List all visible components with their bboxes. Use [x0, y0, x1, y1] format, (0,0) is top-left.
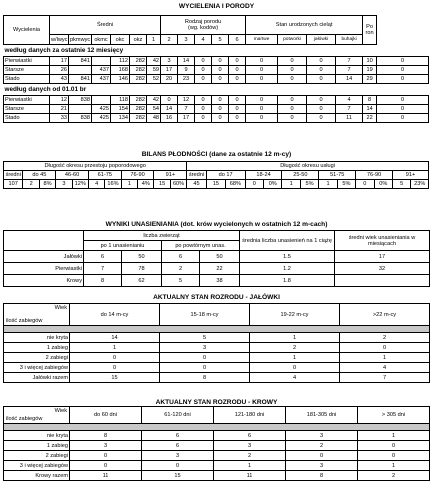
table-cell: 4%	[138, 180, 154, 189]
table-cell: 1	[358, 461, 430, 471]
table-cell: 0	[160, 363, 250, 373]
table-cell: 15	[142, 471, 214, 481]
table-cell: 0	[278, 96, 307, 105]
table-cell: 146	[111, 75, 130, 84]
table-row	[4, 180, 429, 189]
table-cell: 17	[50, 57, 69, 66]
table-cell: 282	[130, 66, 147, 75]
table-cell: 0	[356, 180, 374, 189]
table-cell: 17	[161, 66, 178, 75]
table-row	[4, 343, 430, 353]
table-cell: 107	[4, 180, 23, 189]
table-cell: 2	[162, 263, 200, 275]
table-cell: 2	[286, 441, 358, 451]
table-cell: 3	[160, 343, 250, 353]
table-cell: 16	[161, 114, 178, 123]
table-cell: 7	[336, 66, 363, 75]
column-header: 19-22 m-cy	[250, 304, 340, 326]
section-from-january: według danych od 01.01 br	[4, 84, 377, 96]
table-cell: 1	[70, 343, 160, 353]
column-header: > 305 dni	[358, 407, 430, 424]
row-label: Jałówki	[4, 251, 84, 263]
table-cell: 0	[377, 75, 429, 84]
table-cell: 4	[88, 180, 104, 189]
table-row	[4, 441, 430, 451]
row-label: Pierwiastki	[4, 96, 50, 105]
wycielenia-table	[3, 15, 429, 123]
table-cell: 0	[195, 57, 212, 66]
table-cell: 5%	[300, 180, 318, 189]
column-header: martwe	[246, 35, 278, 45]
table-row	[4, 251, 430, 263]
row-label: 3 i więcej zabiegów	[4, 461, 70, 471]
krowy-title: AKTUALNY STAN ROZRODU - KROWY	[155, 399, 278, 406]
table-cell: 838	[69, 96, 92, 105]
table-cell: 21	[50, 105, 69, 114]
table-cell: 2	[250, 343, 340, 353]
table-cell: 282	[130, 75, 147, 84]
jalowki-table	[3, 303, 430, 383]
header-poron: Po ron	[363, 16, 377, 45]
row-label: 3 i więcej zabiegów	[4, 363, 70, 373]
table-cell: 7	[336, 57, 363, 66]
table-cell: 15	[206, 180, 225, 189]
table-cell: 2	[214, 451, 286, 461]
table-cell: 1.5	[240, 251, 335, 263]
table-cell: 0	[212, 105, 229, 114]
table-cell: 33	[50, 114, 69, 123]
table-cell: 118	[111, 96, 130, 105]
jalowki-title: AKTUALNY STAN ROZRODU - JAŁÓWKI	[153, 294, 280, 301]
table-cell: 78	[122, 263, 162, 275]
table-cell: 4	[336, 96, 363, 105]
table-cell: 29	[363, 75, 377, 84]
table-cell: 0	[229, 105, 246, 114]
column-header: 6	[229, 35, 246, 45]
table-cell: 0	[195, 96, 212, 105]
table-cell: 0	[250, 363, 340, 373]
table-row	[4, 96, 429, 105]
table-cell: 0	[212, 114, 229, 123]
table-cell: 8	[363, 96, 377, 105]
column-header: jałówki	[307, 35, 336, 45]
row-label: Starsze	[4, 66, 50, 75]
row-label: nie kryta	[4, 431, 70, 441]
table-cell: 0%	[374, 180, 392, 189]
table-cell: 0	[307, 75, 336, 84]
table-cell: 134	[111, 114, 130, 123]
header-srednia-liczba: średnia liczba unasienień na 1 ciążę	[240, 231, 335, 251]
table-cell: 0	[246, 114, 278, 123]
table-cell: 0	[142, 461, 214, 471]
table-cell: 0	[278, 114, 307, 123]
table-cell: 0	[195, 114, 212, 123]
table-row	[4, 75, 429, 84]
column-header: 1	[147, 35, 161, 45]
table-cell	[69, 105, 92, 114]
table-cell: 0	[340, 343, 430, 353]
column-header: 121-180 dni	[214, 407, 286, 424]
table-cell: 3	[286, 461, 358, 471]
table-row	[4, 373, 430, 383]
unasienianie-table	[3, 230, 430, 287]
table-cell: 0	[161, 96, 178, 105]
column-header: 18-24	[245, 171, 282, 180]
table-cell: 43	[50, 75, 69, 84]
column-header: 5	[212, 35, 229, 45]
table-cell: 0	[358, 441, 430, 451]
table-cell: 0	[278, 57, 307, 66]
wycielenia-title: WYCIELENIA I PORODY	[178, 3, 255, 10]
table-cell: 0	[377, 105, 429, 114]
table-cell: 12%	[72, 180, 88, 189]
table-row	[4, 275, 430, 287]
table-cell: 26	[50, 66, 69, 75]
column-header: 181-305 dni	[286, 407, 358, 424]
column-header: średni	[187, 171, 206, 180]
column-header: potworki	[278, 35, 307, 45]
row-label: Stado	[4, 75, 50, 84]
row-label: nie kryta	[4, 333, 70, 343]
table-row	[4, 461, 430, 471]
table-cell: 12	[50, 96, 69, 105]
table-cell: 15	[70, 373, 160, 383]
table-cell: 7	[178, 105, 195, 114]
table-cell: 50	[122, 251, 162, 263]
table-cell: 62	[122, 275, 162, 287]
table-cell: 38	[200, 275, 240, 287]
table-cell: 112	[111, 57, 130, 66]
table-cell: 841	[69, 57, 92, 66]
table-cell: 282	[130, 57, 147, 66]
column-header: 25-50	[282, 171, 319, 180]
table-cell: 52	[147, 75, 161, 84]
table-row	[4, 333, 430, 343]
column-header: do 45	[23, 171, 56, 180]
table-cell: 0	[246, 75, 278, 84]
column-header: 46-60	[56, 171, 89, 180]
table-cell: 0	[278, 66, 307, 75]
table-cell: 425	[92, 105, 111, 114]
column-header: okz	[130, 35, 147, 45]
table-cell: 0	[229, 96, 246, 105]
column-header: okmc	[92, 35, 111, 45]
column-header: średni	[4, 171, 23, 180]
table-row	[4, 105, 429, 114]
table-cell: 17	[335, 251, 430, 263]
table-cell: 12	[178, 96, 195, 105]
column-header: pkmwyc	[70, 36, 91, 43]
table-cell: 0	[160, 353, 250, 363]
table-cell: 1	[358, 431, 430, 441]
header-przestoj: Długość okresu przestoju poporodowego	[4, 162, 187, 171]
table-cell: 0	[358, 451, 430, 461]
column-header: w/lwyc	[51, 36, 68, 43]
table-cell: 437	[92, 66, 111, 75]
table-cell: 0%	[264, 180, 282, 189]
table-cell: 14	[363, 105, 377, 114]
column-header: do 60 dni	[70, 407, 142, 424]
table-cell: 14	[336, 75, 363, 84]
table-cell: 1.8	[240, 275, 335, 287]
table-cell: 15	[154, 180, 170, 189]
table-cell: 3	[56, 180, 72, 189]
table-cell: 5	[162, 275, 200, 287]
table-cell: 8	[286, 471, 358, 481]
subheader-row	[4, 171, 429, 180]
header-po-1: po 1 unasienianiu	[84, 241, 162, 251]
table-cell: 5	[160, 333, 250, 343]
row-label: Pierwiastki	[4, 57, 50, 66]
table-cell: 0	[278, 75, 307, 84]
table-cell: 5%	[337, 180, 355, 189]
header-liczba: liczba zwierząt	[84, 231, 240, 241]
table-cell: 3	[214, 441, 286, 451]
table-cell: 0	[246, 57, 278, 66]
table-cell: 0	[212, 75, 229, 84]
table-cell: 3	[70, 441, 142, 451]
column-header: 51-75	[319, 171, 356, 180]
row-label: Krowy razem	[4, 471, 70, 481]
table-cell: 10	[363, 57, 377, 66]
row-label: Pierwiastki	[4, 263, 84, 275]
table-cell: 0	[377, 114, 429, 123]
table-cell: 0	[70, 353, 160, 363]
row-label: 2 zabiegi	[4, 353, 70, 363]
column-header: 91+	[392, 171, 428, 180]
row-label: Jałówki razem	[4, 373, 70, 383]
table-cell: 0	[377, 57, 429, 66]
column-header: 61-75	[88, 171, 121, 180]
table-cell: 8%	[39, 180, 55, 189]
column-header: 91+	[154, 171, 187, 180]
table-cell: 8	[160, 373, 250, 383]
table-row	[4, 363, 430, 373]
table-cell: 0	[307, 66, 336, 75]
table-cell: 3	[161, 57, 178, 66]
table-cell: 0	[286, 451, 358, 461]
bilans-table	[3, 161, 429, 189]
table-cell: 7	[336, 105, 363, 114]
table-row	[4, 263, 430, 275]
header-srednie: Średni	[50, 16, 161, 35]
column-header: okc	[111, 35, 130, 45]
table-cell: 6	[84, 251, 122, 263]
column-header: 4	[195, 35, 212, 45]
table-cell: 0	[377, 66, 429, 75]
table-cell: 0	[212, 57, 229, 66]
table-cell: 3	[142, 451, 214, 461]
column-header: do 17	[206, 171, 245, 180]
table-cell: 22	[200, 263, 240, 275]
table-cell: 0	[229, 114, 246, 123]
table-cell: 42	[147, 57, 161, 66]
table-cell: 0	[195, 105, 212, 114]
header-stan-cielat: Stan urodzonych cieląt	[246, 16, 363, 35]
column-header: 2	[161, 35, 178, 45]
table-row	[4, 66, 429, 75]
header-sredni-wiek: średni wiek unasieniania w miesiącach	[335, 231, 430, 251]
table-cell: 4	[250, 373, 340, 383]
table-cell: 1	[250, 353, 340, 363]
table-cell: 19	[363, 66, 377, 75]
header-usluga: Długość okresu usługi	[187, 162, 429, 171]
column-header: 15-18 m-cy	[160, 304, 250, 326]
table-cell: 14	[161, 105, 178, 114]
table-cell: 7	[340, 373, 430, 383]
table-cell: 6	[162, 251, 200, 263]
table-cell: 60%	[170, 180, 186, 189]
header-wiek-zabiegi: Wiek ilość zabiegów	[4, 304, 70, 326]
table-cell: 2	[23, 180, 39, 189]
header-rodzaj-porodu: Rodzaj porodu (wg. kodów)	[161, 16, 246, 35]
table-row	[4, 57, 429, 66]
column-header: buhajki	[336, 35, 363, 45]
row-label: Stado	[4, 114, 50, 123]
table-cell: 0	[212, 66, 229, 75]
table-cell: 1.2	[240, 263, 335, 275]
table-cell: 0	[70, 363, 160, 373]
column-header: do 14 m-cy	[70, 304, 160, 326]
table-cell: 6	[214, 431, 286, 441]
table-cell: 3	[286, 431, 358, 441]
table-cell: 0	[212, 96, 229, 105]
table-cell: 32	[335, 263, 430, 275]
table-cell: 42	[147, 96, 161, 105]
table-cell: 11	[214, 471, 286, 481]
table-cell: 59	[147, 66, 161, 75]
header-wiek-zabiegi: Wiek ilość zabiegów	[4, 407, 70, 424]
table-cell: 48	[147, 114, 161, 123]
table-cell	[69, 66, 92, 75]
table-cell: 8	[84, 275, 122, 287]
column-header: 3	[178, 35, 195, 45]
table-cell: 2	[358, 471, 430, 481]
row-label: Starsze	[4, 105, 50, 114]
table-cell: 0	[278, 105, 307, 114]
krowy-table	[3, 406, 430, 481]
table-cell: 282	[130, 114, 147, 123]
table-cell: 168	[111, 66, 130, 75]
table-cell: 0	[246, 66, 278, 75]
table-row	[4, 114, 429, 123]
table-cell: 0	[246, 105, 278, 114]
table-cell: 5	[392, 180, 410, 189]
table-cell: 0	[307, 105, 336, 114]
table-cell: 17	[178, 114, 195, 123]
table-cell: 0	[307, 114, 336, 123]
column-header: 61-120 dni	[142, 407, 214, 424]
table-cell: 8	[70, 431, 142, 441]
table-cell: 68%	[226, 180, 245, 189]
table-cell: 282	[130, 96, 147, 105]
table-row	[4, 471, 430, 481]
table-cell: 23%	[411, 180, 429, 189]
table-row	[4, 353, 430, 363]
table-cell: 0	[245, 180, 263, 189]
header-row	[4, 304, 430, 326]
table-cell: 1	[340, 353, 430, 363]
table-cell: 22	[363, 114, 377, 123]
table-cell: 7	[84, 263, 122, 275]
table-cell: 0	[229, 66, 246, 75]
unasienianie-title: WYNIKI UNASIENIANIA (dot. krów wycielonych w ostatnich 12 m-cach)	[105, 221, 328, 228]
table-cell: 437	[92, 75, 111, 84]
table-cell: 282	[130, 105, 147, 114]
table-cell: 9	[178, 66, 195, 75]
bilans-title: BILANS PŁODNOŚCI (dane za ostatnie 12 m-cy)	[141, 151, 292, 158]
table-cell: 0	[246, 96, 278, 105]
header-wycielenia: Wycielenia	[4, 16, 50, 45]
table-cell	[92, 96, 111, 105]
table-cell	[335, 275, 430, 287]
section-12-months: według danych za ostatnie 12 miesięcy	[4, 45, 377, 57]
table-cell: 45	[187, 180, 206, 189]
table-cell: 1	[214, 461, 286, 471]
table-cell: 425	[92, 114, 111, 123]
table-cell: 6	[142, 431, 214, 441]
table-cell: 0	[70, 451, 142, 461]
table-cell: 0	[70, 461, 142, 471]
row-label: Krowy	[4, 275, 84, 287]
table-cell: 0	[307, 96, 336, 105]
table-cell	[92, 57, 111, 66]
table-cell: 50	[200, 251, 240, 263]
table-cell: 14	[70, 333, 160, 343]
table-cell: 14	[178, 57, 195, 66]
table-cell: 0	[229, 57, 246, 66]
table-cell: 154	[111, 105, 130, 114]
table-cell: 838	[69, 114, 92, 123]
column-header: 76-90	[121, 171, 154, 180]
column-header: >22 m-cy	[340, 304, 430, 326]
row-label: 2 zabiegi	[4, 451, 70, 461]
table-cell: 54	[147, 105, 161, 114]
table-cell: 0	[377, 96, 429, 105]
table-row	[4, 431, 430, 441]
table-cell: 16%	[105, 180, 121, 189]
header-powtorne: po powtórnym unas.	[162, 241, 240, 251]
table-cell: 23	[178, 75, 195, 84]
table-row	[4, 451, 430, 461]
table-cell: 841	[69, 75, 92, 84]
row-label: 1 zabieg	[4, 441, 70, 451]
table-cell: 0	[229, 75, 246, 84]
table-cell: 2	[340, 333, 430, 343]
row-label: 1 zabieg	[4, 343, 70, 353]
table-cell: 6	[142, 441, 214, 451]
table-cell: 1	[319, 180, 337, 189]
table-cell: 1	[282, 180, 300, 189]
table-cell: 1	[250, 333, 340, 343]
table-cell: 11	[336, 114, 363, 123]
table-cell: 0	[307, 57, 336, 66]
header-row	[4, 407, 430, 424]
table-cell: 11	[70, 471, 142, 481]
table-cell: 20	[161, 75, 178, 84]
table-cell: 0	[195, 66, 212, 75]
table-cell: 4	[340, 363, 430, 373]
column-header: 76-90	[356, 171, 393, 180]
table-cell: 0	[195, 75, 212, 84]
table-cell: 1	[121, 180, 137, 189]
